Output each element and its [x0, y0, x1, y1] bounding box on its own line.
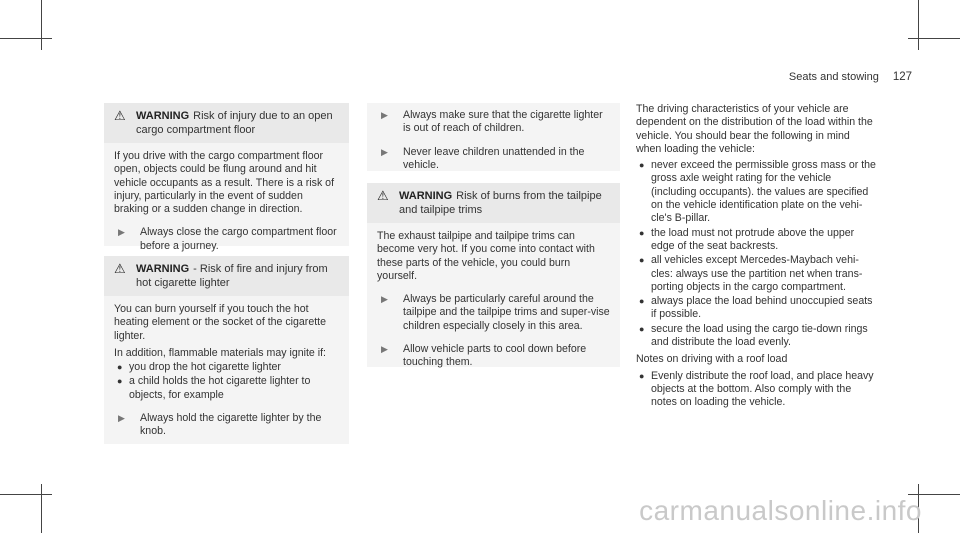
- list-item-text: a child holds the hot cigarette lighter to objects, for example: [129, 375, 311, 401]
- list-item: [636, 254, 876, 294]
- warning-continuation: [367, 103, 620, 171]
- warning-triangle-icon: ⚠: [114, 108, 126, 123]
- action-step: [114, 412, 339, 439]
- warning-box-tailpipe: [367, 183, 620, 367]
- loading-notes: [636, 103, 876, 411]
- warning-body: [104, 143, 349, 265]
- step-text: Never leave children unattended in the vehicle.: [403, 145, 585, 171]
- warning-text: The exhaust tailpipe and tailpipe trims can become very hot. If you come into contact with these parts of the vehicle, you could burn yourself.: [377, 230, 595, 282]
- bullet-icon: ●: [639, 370, 645, 381]
- warning-header: [104, 256, 349, 296]
- list-item: [636, 323, 876, 350]
- bullet-icon: ●: [639, 227, 645, 238]
- list-item-text: never exceed the permissible gross mass or the gross axle weight rating for the vehicle (including occupants). the values are specified on the vehicle identification plate on the vehi-cle's B-pillar.: [651, 159, 876, 225]
- step-arrow-icon: ▶: [381, 146, 388, 157]
- list-item-text: all vehicles except Mercedes-Maybach vehi-cles: always use the partition net when trans-porting objects in the cargo compartment.: [651, 254, 863, 293]
- roof-load-heading: Notes on driving with a roof load: [636, 353, 788, 366]
- list-item: [636, 295, 876, 322]
- warning-body: [104, 296, 349, 451]
- list-item-text: Evenly distribute the roof load, and place heavy objects at the bottom. Also comply with the notes on loading the vehicle.: [651, 369, 874, 409]
- crop-mark: [0, 494, 52, 495]
- step-text: Always hold the cigarette lighter by the knob.: [140, 412, 322, 438]
- step-arrow-icon: ▶: [381, 344, 388, 355]
- step-text: Always be particularly careful around the tailpipe and the tailpipe trims and super-vise children especially closely in this area.: [403, 293, 610, 332]
- list-item: [114, 375, 339, 402]
- bullet-icon: ●: [117, 362, 123, 373]
- warning-text: If you drive with the cargo compartment floor open, objects could be flung around and hit vehicle occupants as a result. There is a risk of injury, particularly in the event of sudden braking or a sudden change in direction.: [114, 150, 335, 216]
- bullet-icon: ●: [117, 376, 123, 387]
- bullet-icon: ●: [639, 255, 645, 266]
- bullet-icon: ●: [639, 323, 645, 334]
- action-step: [377, 109, 610, 136]
- warning-title: Risk of burns from the tailpipe and tailpipe trims: [399, 190, 602, 216]
- list-item-text: secure the load using the cargo tie-down rings and distribute the load evenly.: [651, 322, 868, 349]
- list-item-text: always place the load behind unoccupied seats if possible.: [651, 295, 873, 321]
- warning-keyword: WARNING: [399, 190, 453, 202]
- warning-keyword: WARNING: [136, 110, 190, 122]
- warning-body: [367, 223, 620, 382]
- warning-header: [104, 103, 349, 143]
- warning-text: In addition, flammable materials may ignite if:: [114, 346, 326, 359]
- crop-mark: [41, 484, 42, 533]
- list-item: [636, 227, 876, 254]
- step-arrow-icon: ▶: [381, 110, 388, 120]
- page-header: [789, 71, 912, 83]
- warning-text: You can burn yourself if you touch the hot heating element or the socket of the cigarette lighter.: [114, 303, 327, 342]
- step-text: Allow vehicle parts to cool down before touching them.: [403, 343, 587, 369]
- action-step: [377, 293, 610, 333]
- bullet-icon: ●: [639, 160, 645, 171]
- warning-title: Risk of injury due to an open cargo compartment floor: [136, 110, 333, 136]
- crop-mark: [918, 0, 919, 50]
- action-step: [114, 226, 339, 253]
- warning-keyword: WARNING: [136, 263, 190, 275]
- crop-mark: [0, 38, 52, 39]
- warning-title: - Risk of fire and injury from hot cigarette lighter: [136, 263, 328, 289]
- bullet-icon: ●: [639, 296, 645, 307]
- warning-triangle-icon: ⚠: [114, 261, 126, 276]
- step-text: Always close the cargo compartment floor before a journey.: [140, 226, 337, 252]
- list-item-text: you drop the hot cigarette lighter: [129, 361, 281, 374]
- action-step: [377, 146, 610, 173]
- watermark: carmanualsonline.info: [639, 495, 922, 526]
- page-number: 127: [892, 71, 912, 83]
- warning-triangle-icon: ⚠: [377, 188, 389, 203]
- crop-mark: [41, 0, 42, 50]
- warning-box-cargo-floor: [104, 103, 349, 252]
- list-item: [636, 370, 876, 410]
- list-item-text: the load must not protrude above the upper edge of the seat backrests.: [651, 226, 855, 252]
- warning-header: [367, 183, 620, 223]
- step-arrow-icon: ▶: [118, 413, 125, 424]
- list-item: [636, 159, 876, 225]
- action-step: [377, 343, 610, 370]
- section-title: Seats and stowing: [788, 71, 879, 83]
- step-text: Always make sure that the cigarette lighter is out of reach of children.: [403, 109, 603, 135]
- step-arrow-icon: ▶: [118, 227, 125, 238]
- list-item: [114, 361, 339, 374]
- step-arrow-icon: ▶: [381, 294, 388, 305]
- crop-mark: [908, 38, 960, 39]
- warning-box-cigarette-lighter: [104, 256, 349, 444]
- intro-paragraph: The driving characteristics of your vehicle are dependent on the distribution of the load within the vehicle. You should bear the following in mind when loading the vehicle:: [636, 103, 873, 155]
